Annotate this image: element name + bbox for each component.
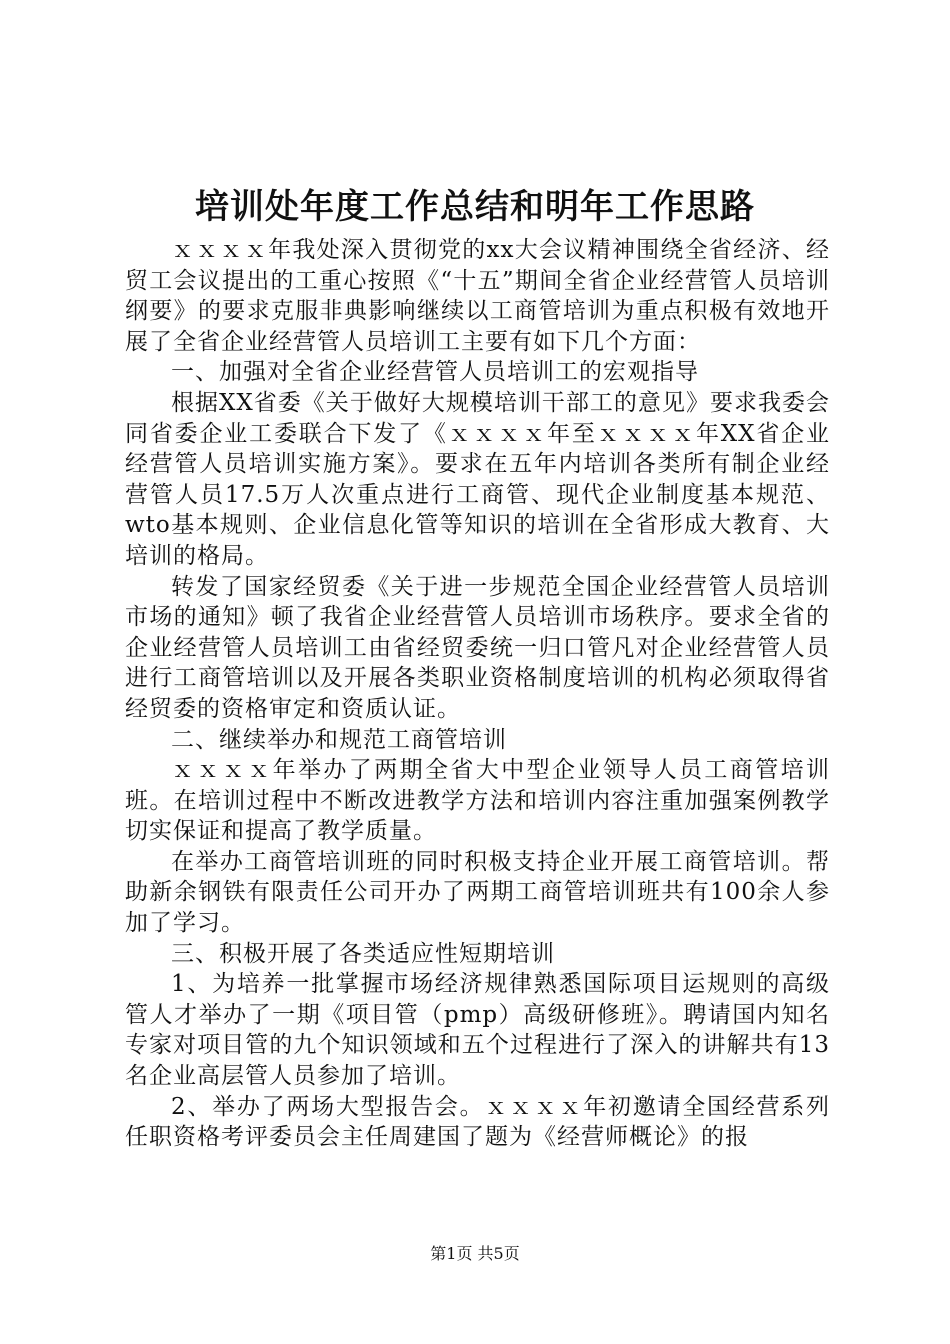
section-heading-3: 三、积极开展了各类适应性短期培训 <box>171 940 555 967</box>
paragraph: 根据XX省委《关于做好大规模培训干部工的意见》要求我委会同省委企业工委联合下发了《ｘｘｘｘ年至ｘｘｘｘ年XX省企业经营管人员培训实施方案》。要求在五年内培训各类所有制企业经营管人员17.5万人次重点进行工商管、现代企业制度基本规范、wto基本规则、企业信息化管等知识的培训在全省形成大教育、大培训的格局。 <box>125 389 830 569</box>
paragraph: 转发了国家经贸委《关于进一步规范全国企业经营管人员培训市场的通知》顿了我省企业经营管人员培训市场秩序。要求全省的企业经营管人员培训工由省经贸委统一归口管凡对企业经营管人员进行工商管培训以及开展各类职业资格制度培训的机构必须取得省经贸委的资格审定和资质认证。 <box>125 573 830 722</box>
paragraph: 在举办工商管培训班的同时积极支持企业开展工商管培训。帮助新余钢铁有限责任公司开办了两期工商管培训班共有100余人参加了学习。 <box>125 848 830 937</box>
paragraph: ｘｘｘｘ年举办了两期全省大中型企业领导人员工商管培训班。在培训过程中不断改进教学方法和培训内容注重加强案例教学切实保证和提高了教学质量。 <box>125 757 830 845</box>
document-body <box>125 235 830 1153</box>
page-footer: 第1页 共5页 <box>430 1244 520 1263</box>
list-item: 2、举办了两场大型报告会。ｘｘｘｘ年初邀请全国经营系列任职资格考评委员会主任周建国了题为《经营师概论》的报 <box>125 1093 830 1151</box>
paragraph-intro: ｘｘｘｘ年我处深入贯彻党的xx大会议精神围绕全省经济、经贸工会议提出的工重心按照《“十五”期间全省企业经营管人员培训纲要》的要求克服非典影响继续以工商管培训为重点积极有效地开展了全省企业经营管人员培训工主要有如下几个方面： <box>125 237 830 355</box>
section-heading-2: 二、继续举办和规范工商管培训 <box>171 726 507 753</box>
document-title: 培训处年度工作总结和明年工作思路 <box>195 187 755 227</box>
list-item: 1、为培养一批掌握市场经济规律熟悉国际项目运规则的高级管人才举办了一期《项目管（pmp）高级研修班》。聘请国内知名专家对项目管的九个知识领域和五个过程进行了深入的讲解共有13名企业高层管人员参加了培训。 <box>125 971 830 1090</box>
section-heading-1: 一、加强对全省企业经营管人员培训工的宏观指导 <box>171 359 699 386</box>
